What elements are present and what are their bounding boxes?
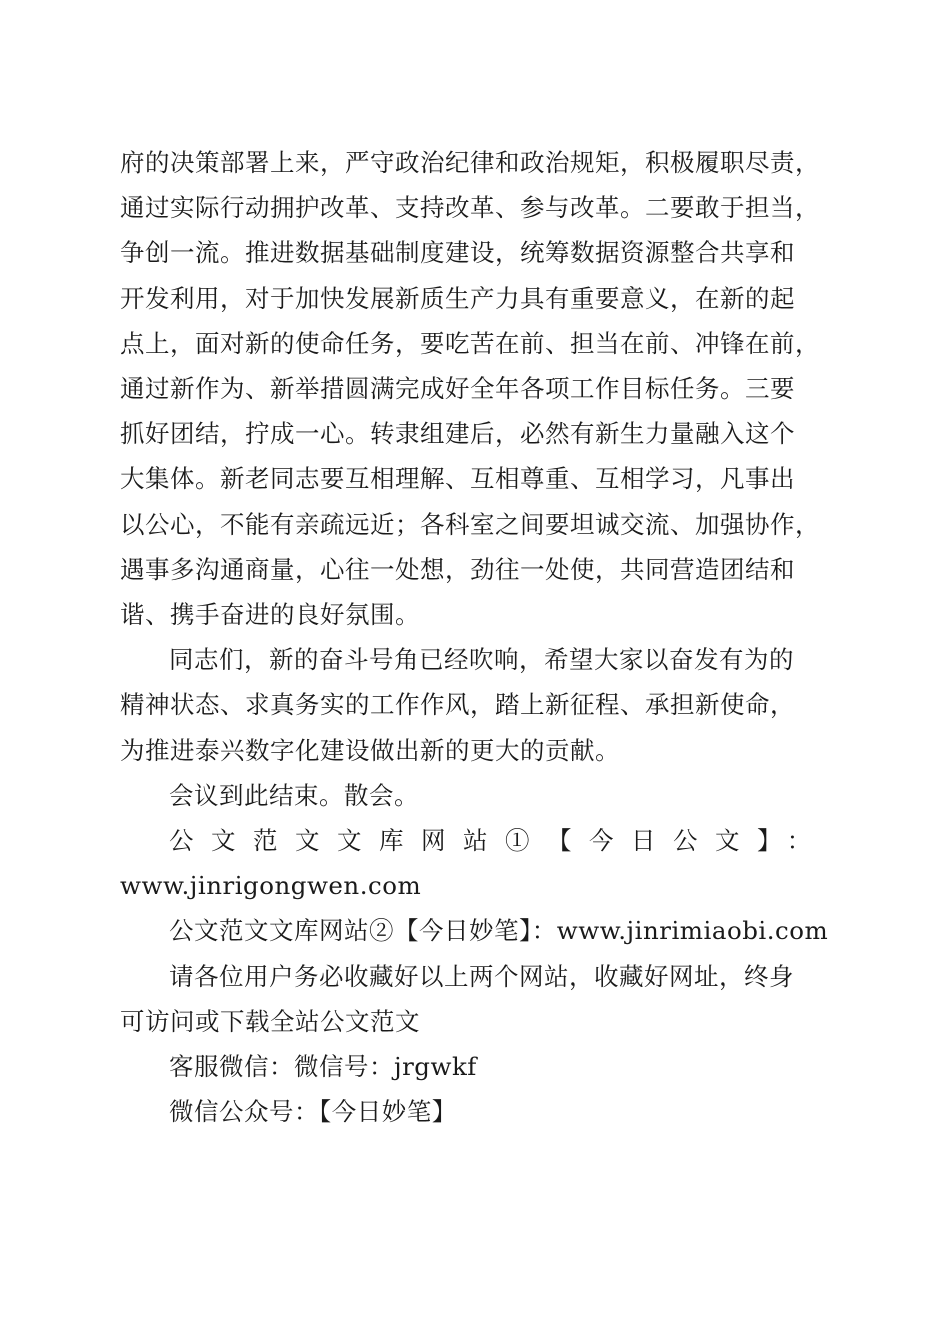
text-line: 通过新作为、新举措圆满完成好全年各项工作目标任务。三要 bbox=[120, 374, 795, 404]
service-wechat-paragraph bbox=[120, 1044, 832, 1089]
text-line: 以公心，不能有亲疏远近；各科室之间要坦诚交流、加强协作， bbox=[120, 509, 820, 539]
text-line: 府的决策部署上来，严守政治纪律和政治规矩，积极履职尽责， bbox=[120, 148, 820, 177]
service-wechat-text: 客服微信：微信号：jrgwkf bbox=[169, 1052, 477, 1082]
site-1-label: 公文范文文库网站①【今日公文】： bbox=[169, 826, 829, 856]
text-line: 可访问或下载全站公文范文 bbox=[120, 1006, 420, 1036]
text-line: 为推进泰兴数字化建设做出新的更大的贡献。 bbox=[120, 735, 620, 765]
site-1-paragraph bbox=[120, 818, 832, 908]
text-line: 精神状态、求真务实的工作作风，踏上新征程、承担新使命， bbox=[120, 690, 795, 720]
document-body bbox=[120, 140, 832, 1134]
text-line: 通过实际行动拥护改革、支持改革、参与改革。二要敢于担当， bbox=[120, 193, 820, 223]
official-account-paragraph bbox=[120, 1089, 832, 1134]
site-2-text[interactable]: 公文范文文库网站②【今日妙笔】：www.jinrimiaobi.com bbox=[169, 916, 829, 946]
notice-paragraph bbox=[120, 954, 832, 1044]
text-line: 开发利用，对于加快发展新质生产力具有重要意义，在新的起 bbox=[120, 283, 795, 313]
text-line: 同志们，新的奋斗号角已经吹响，希望大家以奋发有为的 bbox=[169, 645, 794, 675]
closing-text: 会议到此结束。散会。 bbox=[169, 780, 419, 810]
site-2-paragraph bbox=[120, 908, 832, 953]
closing-paragraph bbox=[120, 773, 832, 818]
text-line: 抓好团结，拧成一心。转隶组建后，必然有新生力量融入这个 bbox=[120, 419, 795, 449]
official-account-text: 微信公众号：【今日妙笔】 bbox=[169, 1097, 457, 1127]
paragraph-1 bbox=[120, 140, 832, 637]
text-line: 谐、携手奋进的良好氛围。 bbox=[120, 600, 420, 630]
text-line: 请各位用户务必收藏好以上两个网站，收藏好网址，终身 bbox=[169, 961, 794, 991]
text-line: 大集体。新老同志要互相理解、互相尊重、互相学习，凡事出 bbox=[120, 464, 795, 494]
paragraph-2 bbox=[120, 637, 832, 773]
site-1-url[interactable]: www.jinrigongwen.com bbox=[120, 871, 422, 901]
text-line: 点上，面对新的使命任务，要吃苦在前、担当在前、冲锋在前， bbox=[120, 328, 820, 358]
text-line: 遇事多沟通商量，心往一处想，劲往一处使，共同营造团结和 bbox=[120, 554, 795, 584]
text-line: 争创一流。推进数据基础制度建设，统筹数据资源整合共享和 bbox=[120, 238, 795, 268]
